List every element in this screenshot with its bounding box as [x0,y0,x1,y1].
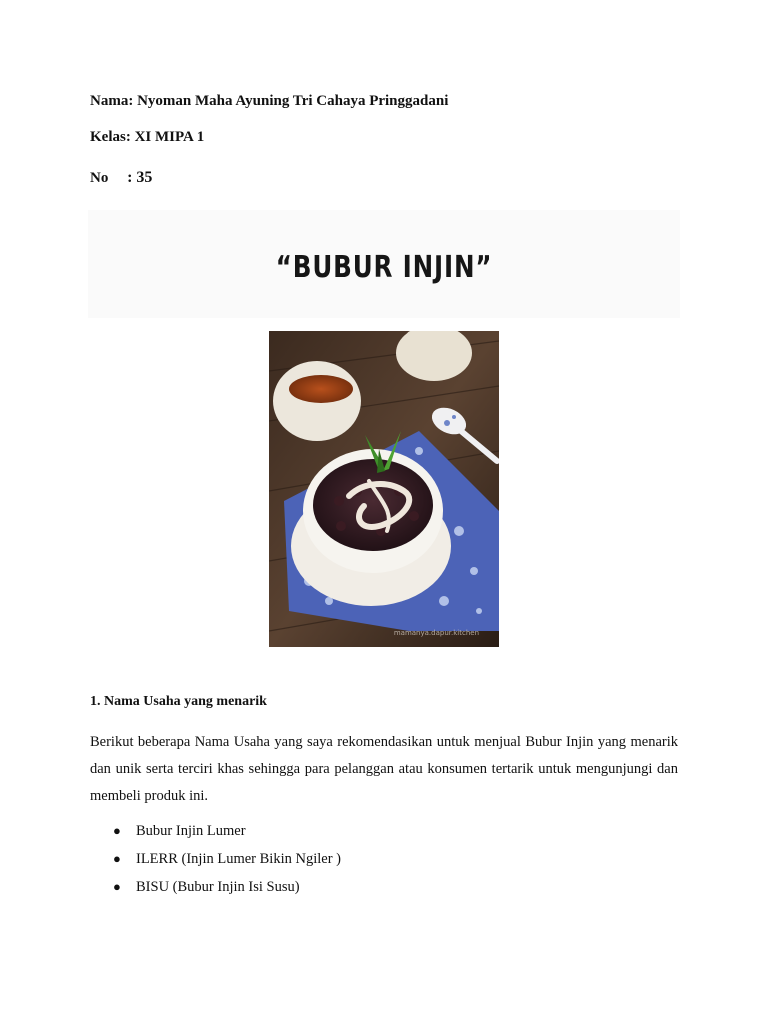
bullet-icon: ● [113,851,121,866]
list-item-text: ILERR (Injin Lumer Bikin Ngiler ) [136,851,341,867]
student-number [90,169,152,187]
list-item-text: Bubur Injin Lumer [136,823,246,839]
student-name: Nama: Nyoman Maha Ayuning Tri Cahaya Pringgadani [90,93,449,109]
number-value: : 35 [127,169,153,186]
number-label: No [90,170,109,186]
list-item-text: BISU (Bubur Injin Isi Susu) [136,879,300,895]
list-item [90,820,341,848]
list-item [90,848,341,876]
title-banner [88,210,680,318]
student-class: Kelas: XI MIPA 1 [90,129,205,145]
bullet-icon: ● [113,823,121,838]
section-paragraph: Berikut beberapa Nama Usaha yang saya rekomendasikan untuk menjual Bubur Injin yang menarik dan unik serta terciri khas sehingga para pelanggan atau konsumen tertarik untuk mengunjungi dan membeli produk ini. [90,734,678,804]
section-heading: 1. Nama Usaha yang menarik [90,694,267,709]
banner-title: “BUBUR INJIN” [275,249,493,285]
business-name-list [90,820,341,904]
list-item [90,876,341,904]
photo-watermark: mamanya.dapur.kitchen [393,629,479,637]
bullet-icon: ● [113,879,121,894]
bubur-injin-photo [269,331,499,647]
